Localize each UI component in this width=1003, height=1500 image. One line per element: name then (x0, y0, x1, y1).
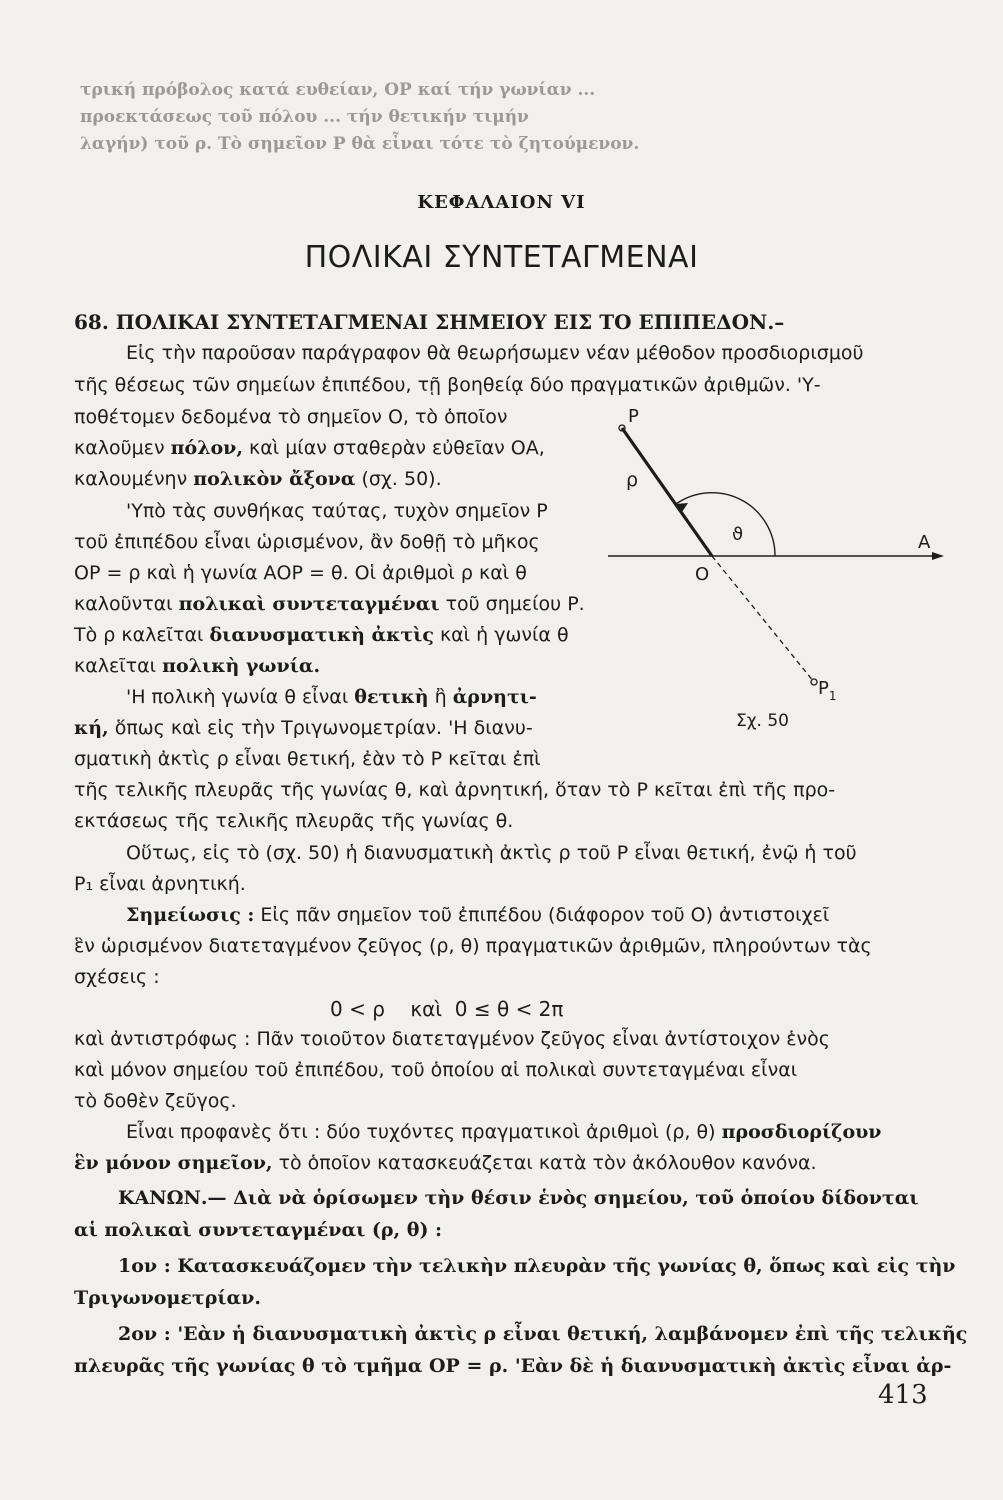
bleed-through-text: προεκτάσεως τοῦ πόλου ... τήν θετικήν τιμήν (80, 107, 529, 127)
label-a: A (918, 532, 931, 553)
bleed-through-text: λαγήν) τοῦ ρ. Τὸ σημεῖον Ρ θὰ εἶναι τότε τὸ ζητούμενον. (80, 134, 640, 154)
label-rho: ρ (626, 469, 639, 491)
chapter-label: ΚΕΦΑΛΑΙΟΝ VI (417, 192, 586, 213)
text-line: καλουμένην πολικὸν ἄξονα (σχ. 50). (74, 468, 442, 490)
term-polar-coordinates: πολικαὶ συντεταγμέναι (178, 593, 440, 615)
text-line: καὶ μόνον σημείου τοῦ ἐπιπέδου, τοῦ ὁποίου αἱ πολικαὶ συντεταγμέναι εἶναι (74, 1059, 798, 1081)
rule-text: αἱ πολικαὶ συντεταγμέναι (ρ, θ) : (74, 1219, 443, 1241)
figure-caption: Σχ. 50 (736, 711, 790, 731)
term-polar-angle: πολικὴ γωνία. (162, 655, 321, 677)
rule-step-1: Τριγωνομετρίαν. (74, 1287, 261, 1309)
text-line: ΟΡ = ρ καὶ ἡ γωνία ΑΟΡ = θ. Οἱ ἀριθμοὶ ρ καὶ θ (74, 562, 527, 584)
text-line: 'Η πολικὴ γωνία θ εἶναι θετικὴ ἢ ἀρνητι- (126, 686, 537, 708)
text-line: 'Υπὸ τὰς συνθήκας ταύτας, τυχὸν σημεῖον Ρ (126, 500, 548, 522)
rule-step-2: πλευρᾶς τῆς γωνίας θ τὸ τμῆμα ΟΡ = ρ. 'Εὰν δὲ ἡ διανυσματικὴ ἀκτὶς εἶναι ἀρ- (74, 1355, 952, 1377)
text-line: καλοῦμεν πόλον, καὶ μίαν σταθερὰν εὐθεῖαν ΟΑ, (74, 437, 545, 459)
text-line: Εἶναι προφανὲς ὅτι : δύο τυχόντες πραγματικοὶ ἀριθμοὶ (ρ, θ) προσδιορίζουν (126, 1121, 882, 1143)
rule-step-2: 2ον : 'Εὰν ἡ διανυσματικὴ ἀκτὶς ρ εἶναι θετική, λαμβάνομεν ἐπὶ τῆς τελικῆς (118, 1323, 968, 1345)
text-line: ἓν μόνον σημεῖον, τὸ ὁποῖον κατασκευάζεται κατὰ τὸν ἀκόλουθον κανόνα. (74, 1152, 817, 1174)
figure-50 (600, 392, 960, 752)
text-line: σχέσεις : (74, 966, 160, 988)
radius-line-op (622, 428, 712, 556)
text-line: καλεῖται πολικὴ γωνία. (74, 655, 321, 677)
label-o: O (695, 564, 710, 585)
text-line: τὸ δοθὲν ζεῦγος. (74, 1090, 237, 1112)
text-line: τοῦ ἐπιπέδου εἶναι ὡρισμένον, ἂν δοθῇ τὸ μῆκος (74, 531, 540, 553)
text-line: κή, ὅπως καὶ εἰς τὴν Τριγωνομετρίαν. 'Η διανυ- (74, 717, 533, 739)
text-line: Εἰς τὴν παροῦσαν παράγραφον θὰ θεωρήσωμεν νέαν μέθοδον προσδιορισμοῦ (126, 342, 864, 364)
text-line: καὶ ἀντιστρόφως : Πᾶν τοιοῦτον διατεταγμένον ζεῦγος εἶναι ἀντίστοιχον ἑνὸς (74, 1028, 830, 1050)
note-label: Σημείωσις : (126, 904, 255, 926)
text-line: Τὸ ρ καλεῖται διανυσματικὴ ἀκτὶς καὶ ἡ γωνία θ (74, 624, 569, 646)
bleed-through-text: τρική πρόβολος κατά ευθείαν, ΟΡ καί τήν γωνίαν ... (80, 80, 596, 100)
chapter-title: ΠΟΛΙΚΑΙ ΣΥΝΤΕΤΑΓΜΕΝΑΙ (304, 240, 699, 275)
text-line: ἓν ὡρισμένον διατεταγμένον ζεῦγος (ρ, θ) πραγματικῶν ἀριθμῶν, πληρούντων τὰς (74, 935, 872, 957)
label-p: P (628, 406, 639, 427)
text-line: τῆς θέσεως τῶν σημείων ἐπιπέδου, τῇ βοηθείᾳ δύο πραγματικῶν ἀριθμῶν. 'Υ- (74, 374, 821, 396)
text-line: Σημείωσις : Εἰς πᾶν σημεῖον τοῦ ἐπιπέδου (διάφορον τοῦ Ο) ἀντιστοιχεῖ (126, 904, 830, 926)
rule-step-1: 1ον : Κατασκευάζομεν τὴν τελικὴν πλευρὰν τῆς γωνίας θ, ὅπως καὶ εἰς τὴν (118, 1255, 956, 1277)
extension-dashed-line (712, 556, 814, 682)
section-heading: 68. ΠΟΛΙΚΑΙ ΣΥΝΤΕΤΑΓΜΕΝΑΙ ΣΗΜΕΙΟΥ ΕΙΣ ΤΟ ΕΠΙΠΕΔΟΝ.– (74, 310, 785, 334)
page-number: 413 (878, 1380, 928, 1410)
term-polar-axis: πολικὸν ἄξονα (193, 468, 356, 490)
text-line: Ρ₁ εἶναι ἀρνητική. (74, 873, 246, 895)
axis-arrowhead (932, 552, 944, 560)
label-theta: ϑ (732, 524, 744, 545)
formula: 0 < ρ καὶ 0 ≤ θ < 2π (330, 997, 564, 1021)
text-line: καλοῦνται πολικαὶ συντεταγμέναι τοῦ σημείου Ρ. (74, 593, 585, 615)
text-line: τῆς τελικῆς πλευρᾶς τῆς γωνίας θ, καὶ ἀρνητική, ὅταν τὸ Ρ κεῖται ἐπὶ τῆς προ- (74, 779, 836, 801)
label-p1: $P_1$ (818, 678, 837, 703)
text-line: εκτάσεως τῆς τελικῆς πλευρᾶς τῆς γωνίας θ. (74, 810, 514, 832)
text-line: σματικὴ ἀκτὶς ρ εἶναι θετική, ἐὰν τὸ Ρ κεῖται ἐπὶ (74, 748, 541, 770)
text-line: Οὕτως, εἰς τὸ (σχ. 50) ἡ διανυσματικὴ ἀκτὶς ρ τοῦ Ρ εἶναι θετική, ἐνῷ ἡ τοῦ (126, 842, 857, 864)
text-line: ποθέτομεν δεδομένα τὸ σημεῖον Ο, τὸ ὁποῖον (74, 406, 508, 428)
rule-heading: ΚΑΝΩΝ.— Διὰ νὰ ὁρίσωμεν τὴν θέσιν ἑνὸς σημείου, τοῦ ὁποίου δίδονται (118, 1187, 919, 1209)
term-radius-vector: διανυσματικὴ ἀκτὶς (209, 624, 434, 646)
term-pole: πόλον, (170, 437, 243, 459)
